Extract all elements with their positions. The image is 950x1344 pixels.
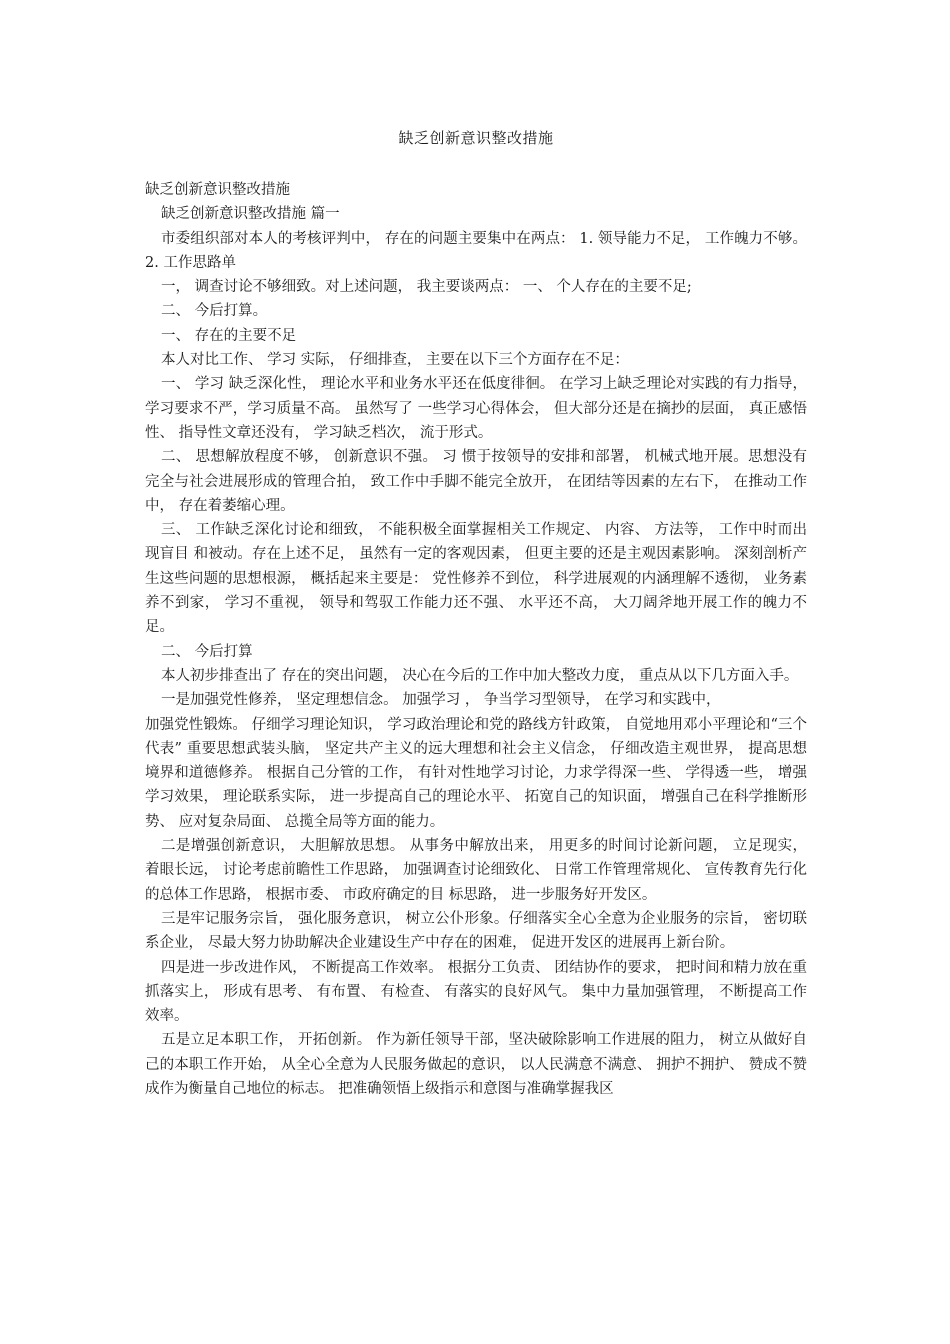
paragraph: 一、 学习 缺乏深化性， 理论水平和业务水平还在低度徘徊。 在学习上缺乏理论对实践的有力指导， 学习要求不严，学习质量不高。 虽然写了 一些学习心得体会， 但大部分还是在摘抄的层面， 真正感悟性、 指导性文章还没有， 学习缺乏档次， 流于形式。: [145, 376, 807, 441]
paragraph: 本人对比工作、 学习 实际， 仔细排查， 主要在以下三个方面存在不足：: [161, 352, 629, 369]
section-heading: 缺乏创新意识整改措施 篇一: [161, 206, 340, 223]
paragraph: 二、 思想解放程度不够， 创新意识不强。 习 惯于按领导的安排和部署， 机械式地开展。思想没有完全与社会进展形成的管理合拍， 致工作中手脚不能完全放开， 在团结等因素的左右下， 在推动工作中， 存在着萎缩心理。: [145, 449, 807, 514]
paragraph: 四是进一步改进作风， 不断提高工作效率。 根据分工负责、 团结协作的要求， 把时间和精力放在重抓落实上， 形成有思考、 有布置、 有检查、 有落实的良好风气。 集中力量加强管理， 不断提高工作效率。: [145, 959, 807, 1025]
paragraph: 三、 工作缺乏深化讨论和细致， 不能积极全面掌握相关工作规定、 内容、 方法等， 工作中时而出现盲目 和被动。存在上述不足， 虽然有一定的客观因素， 但更主要的还是主观因素影响。 深刻剖析产生这些问题的思想根源， 概括起来主要是： 党性修养不到位， 科学进展观的内涵理解不透彻， 业务素养不到家， 学习不重视， 领导和驾驭工作能力还不强、 水平还不高， 大刀阔斧地开展工作的魄力不足。: [145, 522, 807, 636]
paragraph: 三是牢记服务宗旨， 强化服务意识， 树立公仆形象。仔细落实全心全意为企业服务的宗旨， 密切联系企业， 尽最大努力协助解决企业建设生产中存在的困难， 促进开发区的进展再上新台阶。: [145, 910, 807, 952]
paragraph-heading: 二、 今后打算: [161, 643, 253, 660]
paragraph: 二、 今后打算。: [161, 303, 268, 320]
paragraph: 一， 调查讨论不够细致。对上述问题， 我主要谈两点： 一、 个人存在的主要不足;: [161, 279, 692, 296]
paragraph-heading: 一、 存在的主要不足: [161, 327, 297, 344]
paragraph: 加强党性锻炼。 仔细学习理论知识， 学习政治理论和党的路线方针政策， 自觉地用邓小平理论和“三个代表” 重要思想武装头脑， 坚定共产主义的远大理想和社会主义信念， 仔细改造主观世界， 提高思想境界和道德修养。 根据自己分管的工作， 有针对性地学习讨论，力求学得深一些、 学得透一些， 增强学习效果， 理论联系实际， 进一步提高自己的理论水平、 拓宽自己的知识面， 增强自己在科学推断形势、 应对复杂局面、 总揽全局等方面的能力。: [145, 716, 807, 830]
document-subtitle: 缺乏创新意识整改措施: [145, 182, 290, 198]
paragraph: 本人初步排查出了 存在的突出问题， 决心在今后的工作中加大整改力度， 重点从以下几方面入手。: [161, 667, 799, 684]
document-body: [145, 178, 807, 1101]
paragraph: 五是立足本职工作， 开拓创新。 作为新任领导干部，坚决破除影响工作进展的阻力， 树立从做好自己的本职工作开始， 从全心全意为人民服务做起的意识， 以人民满意不满意、 拥护不拥护、 赞成不赞成作为衡量自己地位的标志。 把准确领悟上级指示和意图与准确掌握我区: [145, 1032, 807, 1097]
paragraph: 市委组织部对本人的考核评判中， 存在的问题主要集中在两点： 1. 领导能力不足， 工作魄力不够。 2. 工作思路单: [145, 230, 807, 271]
paragraph: 二是增强创新意识， 大胆解放思想。 从事务中解放出来， 用更多的时间讨论新问题， 立足现实， 着眼长远， 讨论考虑前瞻性工作思路， 加强调查讨论细致化、 日常工作管理常规化、 宣传教育先行化的总体工作思路， 根据市委、 市政府确定的目 标思路， 进一步服务好开发区。: [145, 838, 807, 903]
document-title: 缺乏创新意识整改措施: [398, 129, 554, 147]
paragraph: 一是加强党性修养， 坚定理想信念。 加强学习 ， 争当学习型领导， 在学习和实践中，: [161, 692, 721, 709]
